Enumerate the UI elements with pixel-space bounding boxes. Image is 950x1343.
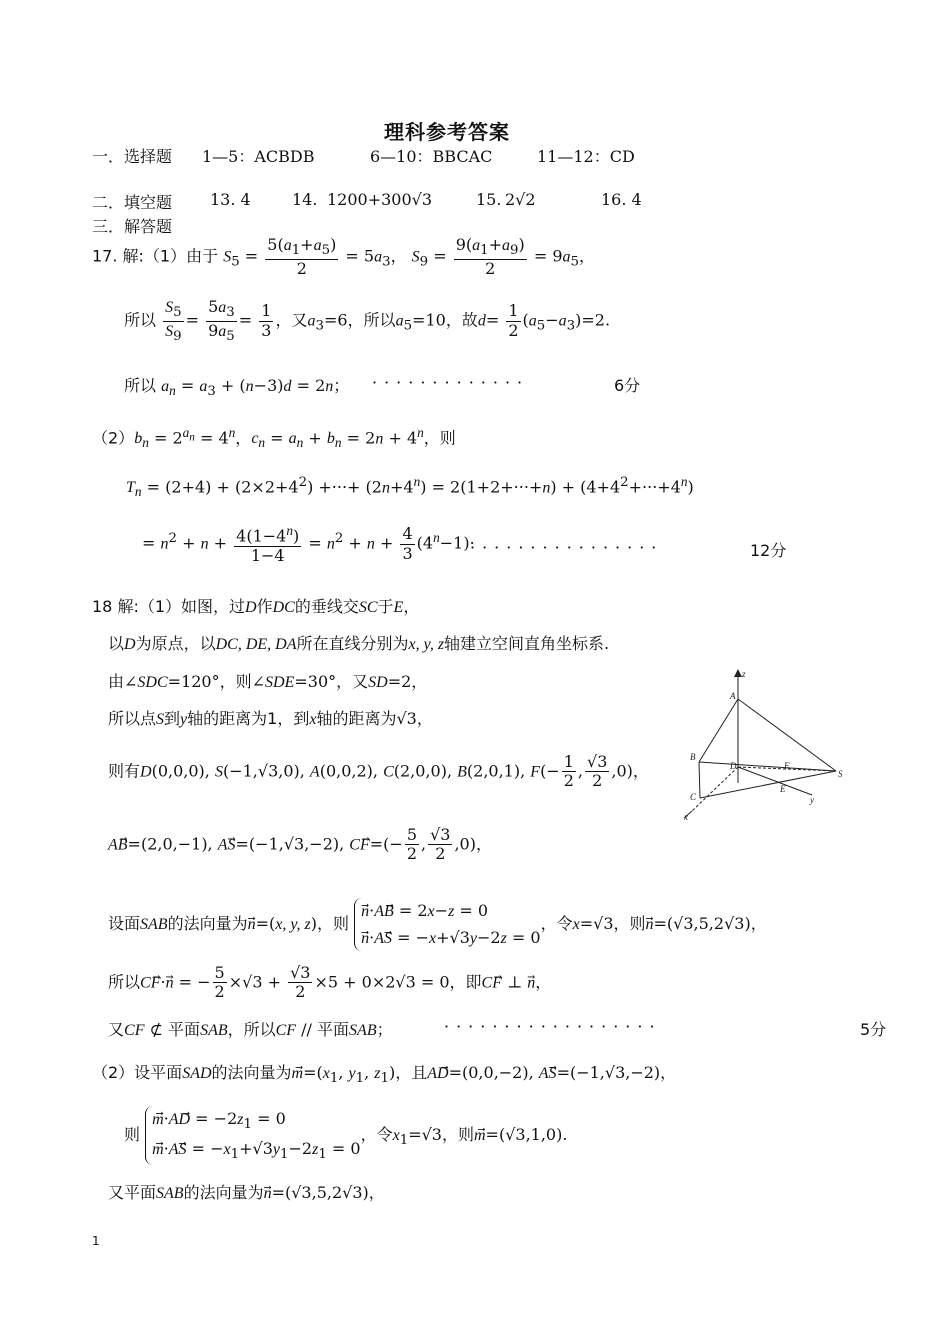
p17-dots-2: ················ bbox=[470, 538, 664, 557]
edge-CS bbox=[700, 771, 836, 798]
p17-tn-line: $T_n = (2+4) + (2\times 2+4^2)$ +···+ $(2n+4^n) = 2(1+2+\cdot\cdot\cdot+n) + (4+4^2+\cdot\cdot\cdot+4^n)$ bbox=[126, 474, 694, 500]
p17-score-12: 12分 bbox=[750, 541, 787, 560]
p18-line3: 由∠SDC=120°，则∠SDE=30°，又SD=2， bbox=[108, 672, 428, 691]
p17-line2: 所以 $\frac{S_5}{S_9}$ = $\frac{5a_3}{9a_5}$ = $\frac{1}{3}$ ，又$a_3=6$，所以$a_5=10$，故d= $\frac{1}{2}$ $(a_5-a_3)=2$. bbox=[124, 297, 611, 344]
p18-line1: 18 解:（1）如图，过D作DC的垂线交SC于E， bbox=[92, 597, 420, 616]
answers-6-10: 6—10：BBCAC bbox=[370, 147, 493, 166]
p18-line11: 则 m⃗·AD⃗ = $-2z_1 = 0$ m⃗·AS⃗ = $-x_1+√3y_1-2z_1 = 0$，令$x_1=√3$，则m⃗=(√3,1,0). bbox=[124, 1106, 567, 1165]
page-number: 1 bbox=[92, 1234, 100, 1248]
p18-part2: （2）设平面SAD的法向量为$m⃗=(x_1$, $y_1$, $z_1$)，且AD⃗=(0,0,−2), AS⃗=(−1,√3,−2)， bbox=[92, 1063, 677, 1087]
label-F: F bbox=[784, 761, 790, 771]
p18-line6: AB⃗=(2,0,−1), AS⃗=(−1,√3,−2), CF⃗=(− $\frac{5}{2}$ , $\frac{√3}{2}$ ,0)， bbox=[108, 825, 492, 864]
page-title: 理科参考答案 bbox=[384, 120, 510, 144]
label-z: z bbox=[742, 669, 746, 679]
p18-line4: 所以点S到y轴的距离为1，到x轴的距离为√3， bbox=[108, 709, 433, 728]
p17-result-line: = $n^2 + n$ + $\frac{4(1-4^n)}{1-4}$ = $n^2 + n$ + $\frac{4}{3}$ $(4^n-1)\cdot$ bbox=[142, 523, 475, 565]
label-C: C bbox=[690, 792, 697, 802]
answer-14-num: 14. bbox=[292, 190, 318, 209]
p18-score-5: 5分 bbox=[860, 1020, 887, 1039]
p18-line8: 所以CF⃗·n⃗ = − $\frac{5}{2}$ ×√3 + $\frac{√3}{2}$ ×5 + 0×2√3 = 0，即CF⃗ ⊥ n⃗， bbox=[108, 963, 552, 1002]
answers-1-5: 1—5：ACBDB bbox=[202, 147, 315, 166]
p18-dots: ·················· bbox=[444, 1017, 662, 1036]
label-y: y bbox=[810, 795, 814, 805]
p17-score-6: 6分 bbox=[614, 376, 641, 395]
answer-15: 2√2 bbox=[505, 190, 536, 209]
section1-label: 一．选择题 bbox=[92, 147, 173, 166]
label-B: B bbox=[690, 752, 696, 762]
edge-BC bbox=[699, 762, 700, 798]
answer-15-num: 15. bbox=[476, 190, 502, 209]
edge-AB bbox=[699, 699, 738, 762]
answer-13: 13. 4 bbox=[210, 190, 251, 209]
p18-line7: 设面SAB的法向量为n⃗=(x, y, z)，则 n⃗·AB⃗ = 2x−z = 0 n⃗·AS⃗ = −x+√3y−2z = 0，令x=√3，则n⃗=(√3,5,2√3)， bbox=[108, 898, 767, 951]
p17-head: 17. 解:（1）由于 bbox=[92, 246, 219, 266]
label-D: D bbox=[730, 761, 737, 771]
label-x: x bbox=[684, 812, 688, 822]
section2-label: 二．填空题 bbox=[92, 193, 173, 212]
answers-11-12: 11—12：CD bbox=[537, 147, 635, 166]
p18-line12: 又平面SAB的法向量为n⃗=(√3,5,2√3)， bbox=[108, 1183, 385, 1202]
edge-BS bbox=[699, 762, 836, 771]
p17-dots-1: ············· bbox=[372, 373, 530, 392]
p17-part2: $(2)b_n = 2^{a_n} = 4^n$，$c_n = a_n + b_n = 2n + 4^n$，则 bbox=[92, 425, 456, 451]
p17-line3: 所以 $a_n = a_3 + (n-3)d = 2n$； bbox=[124, 376, 350, 400]
p18-line5: 则有D(0,0,0), S(−1,√3,0), A(0,0,2), C(2,0,0), B(2,0,1), F(− $\frac{1}{2}$ , $\frac{√3}{2}$ ,0)， bbox=[108, 752, 649, 791]
answer-14: 1200+300√3 bbox=[327, 190, 433, 209]
p18-line9: 又CF ⊄ 平面SAB，所以CF // 平面SAB； bbox=[108, 1020, 393, 1039]
answer-16: 16. 4 bbox=[601, 190, 642, 209]
label-A: A bbox=[730, 691, 736, 701]
label-E: E bbox=[780, 784, 786, 794]
geometry-figure bbox=[670, 665, 860, 825]
p18-line2: 以D为原点，以DC, DE, DA所在直线分别为x, y, z轴建立空间直角坐标系. bbox=[108, 634, 610, 653]
section3-label: 三．解答题 bbox=[92, 217, 173, 236]
p17-line1: 17. 解:（1）由于 $S_5$ = $\frac{5(a_1+a_5)}{2}$ = $5a_3$， $S_9$ = $\frac{9(a_1+a_9)}{2}$ = $9a_5$， bbox=[92, 235, 596, 278]
y-axis bbox=[738, 767, 812, 795]
label-S: S bbox=[838, 769, 843, 779]
